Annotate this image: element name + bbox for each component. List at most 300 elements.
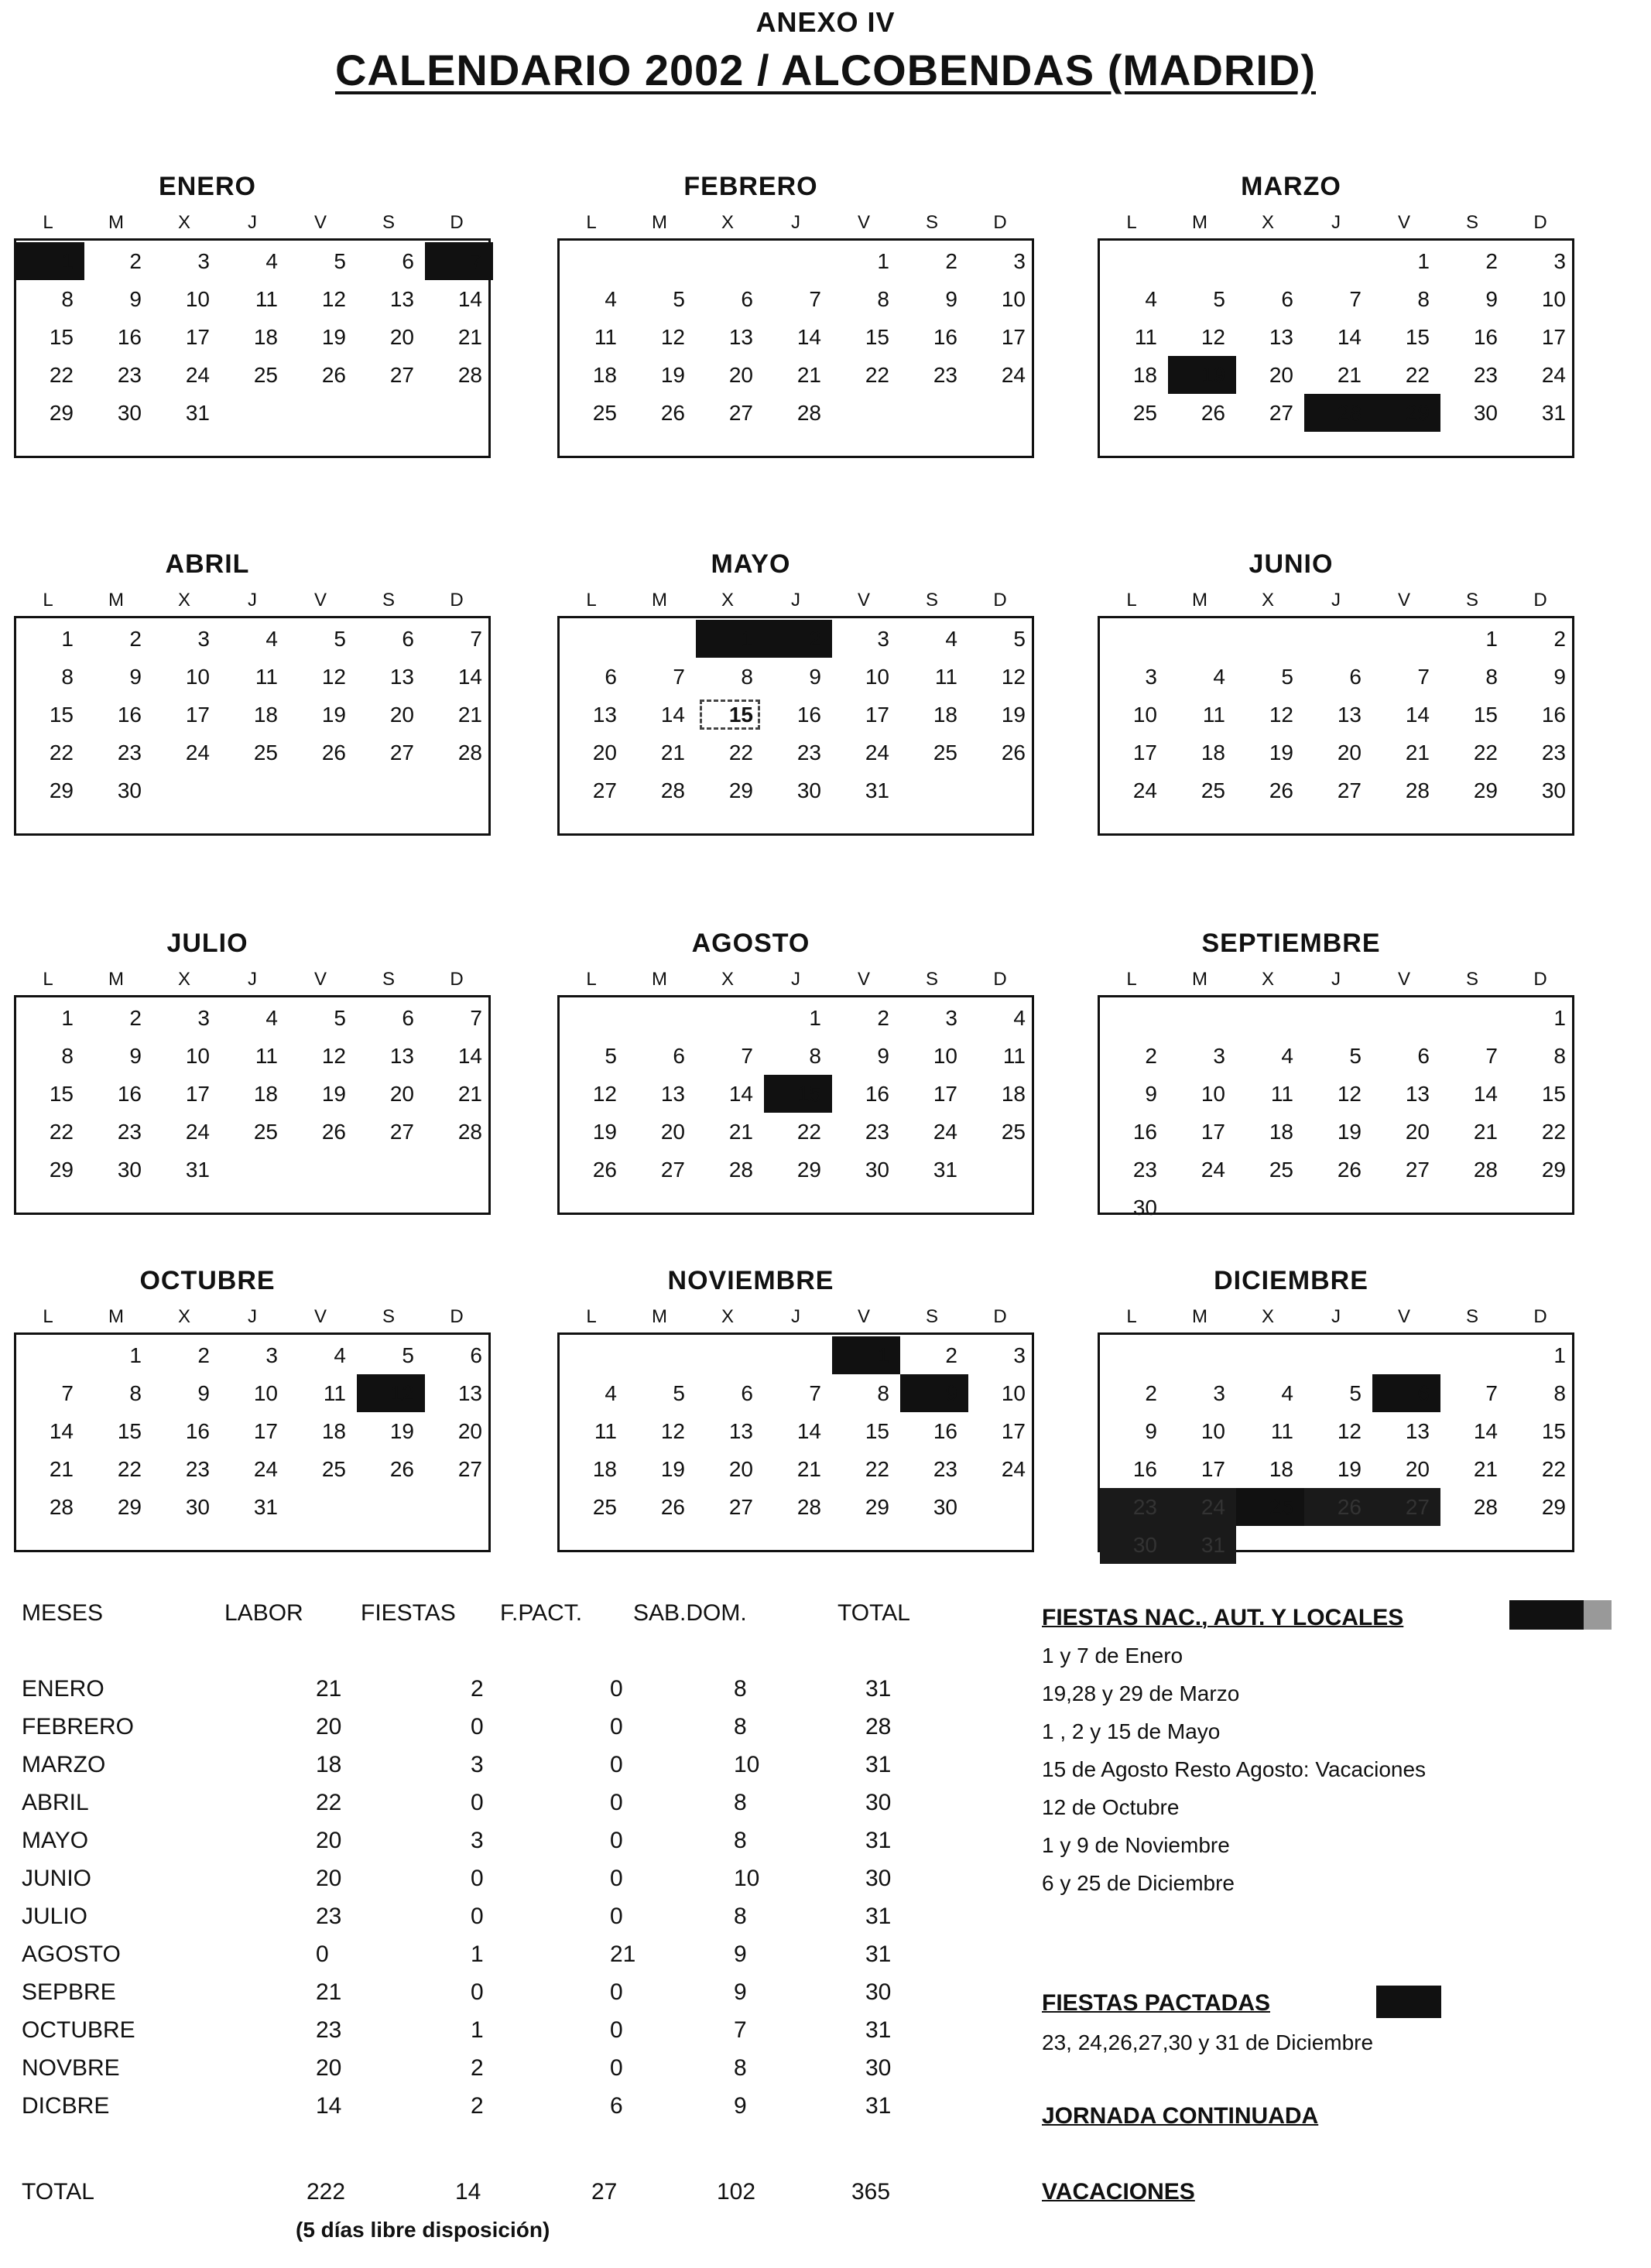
day-cell: 28	[796, 401, 821, 425]
day-cell: 9	[129, 287, 142, 311]
day-cell: 9	[900, 1374, 968, 1412]
day-cell: 26	[660, 401, 685, 425]
weekday-label: J	[791, 590, 800, 611]
day-cell: 16	[117, 703, 142, 727]
day-cell: 25	[1201, 778, 1225, 802]
month-grid	[557, 1332, 1034, 1552]
day-cell: 29	[1541, 1158, 1566, 1182]
weekday-label: X	[1261, 969, 1274, 990]
day-cell: 4	[945, 627, 957, 651]
day-cell: 29	[1372, 394, 1440, 432]
day-cell: 15	[1473, 703, 1498, 727]
weekday-label: J	[791, 1306, 800, 1327]
day-cell: 16	[865, 1082, 889, 1106]
day-cell: 6	[1349, 665, 1362, 689]
day-cell: 7	[809, 287, 821, 311]
day-cell: 25	[253, 741, 278, 765]
day-cell: 11	[255, 287, 278, 311]
day-cell: 27	[389, 1120, 414, 1144]
day-cell: 28	[457, 741, 482, 765]
weekday-header	[1098, 590, 1577, 614]
stat-value: 0	[610, 1904, 623, 1929]
day-cell: 1	[61, 627, 74, 651]
stat-value: 8	[734, 1904, 747, 1929]
day-cell: 6	[1281, 287, 1293, 311]
day-cell: 13	[728, 1419, 753, 1443]
weekday-label: D	[450, 969, 464, 990]
day-cell: 26	[389, 1457, 414, 1481]
weekday-label: X	[721, 969, 734, 990]
day-cell: 14	[49, 1419, 74, 1443]
day-cell: 28	[457, 363, 482, 387]
day-cell: 26	[321, 741, 346, 765]
day-cell: 13	[389, 665, 414, 689]
stat-value: 2	[471, 2093, 484, 2119]
stat-value: 10	[734, 1866, 760, 1891]
day-cell: 27	[592, 778, 617, 802]
vacaciones-title: VACACIONES	[1042, 2179, 1195, 2205]
day-cell: 29	[49, 401, 74, 425]
day-cell: 9	[1145, 1082, 1157, 1106]
day-cell: 17	[185, 703, 210, 727]
weekday-label: S	[1465, 1306, 1478, 1327]
weekday-header	[14, 1306, 494, 1331]
day-cell: 15	[865, 1419, 889, 1443]
stat-value: 9	[734, 2093, 747, 2119]
day-cell: 25	[592, 401, 617, 425]
stat-value: 23	[316, 2017, 342, 2043]
day-cell: 5	[1349, 1381, 1362, 1405]
stat-value: 3	[471, 1828, 484, 1853]
day-cell: 25	[1001, 1120, 1026, 1144]
day-cell: 12	[1337, 1419, 1362, 1443]
day-cell: 3	[945, 1006, 957, 1030]
fiesta-line: 1 y 9 de Noviembre	[1042, 1833, 1230, 1857]
day-cell: 4	[1281, 1381, 1293, 1405]
weekday-label: D	[993, 590, 1007, 611]
day-cell: 27	[1372, 1488, 1440, 1526]
weekday-label: V	[313, 212, 327, 233]
pactadas-swatch	[1376, 1986, 1441, 2018]
day-cell: 17	[253, 1419, 278, 1443]
month-grid	[14, 238, 491, 458]
day-cell: 1	[16, 242, 84, 280]
day-cell: 24	[1132, 778, 1157, 802]
day-cell: 24	[933, 1120, 957, 1144]
weekday-label: L	[1126, 1306, 1137, 1327]
day-cell: 12	[660, 1419, 685, 1443]
day-cell: 13	[592, 703, 617, 727]
day-cell: 26	[1201, 401, 1225, 425]
day-cell: 18	[1269, 1457, 1293, 1481]
day-cell: 1	[809, 1006, 821, 1030]
weekday-label: V	[857, 1306, 870, 1327]
day-cell: 22	[49, 363, 74, 387]
day-cell: 9	[809, 665, 821, 689]
fiesta-line: 1 y 7 de Enero	[1042, 1644, 1183, 1668]
weekday-label: V	[857, 969, 870, 990]
day-cell: 3	[197, 627, 210, 651]
month-grid	[557, 238, 1034, 458]
day-cell: 29	[865, 1495, 889, 1519]
day-cell: 22	[865, 1457, 889, 1481]
day-cell: 19	[1001, 703, 1026, 727]
day-cell: 15	[865, 325, 889, 349]
day-cell: 5	[1013, 627, 1026, 651]
day-cell: 20	[1269, 363, 1293, 387]
day-cell: 24	[1541, 363, 1566, 387]
day-cell: 16	[796, 703, 821, 727]
weekday-label: X	[177, 969, 190, 990]
stat-value: 9	[734, 1941, 747, 1967]
day-cell: 1	[1485, 627, 1498, 651]
day-cell: 6	[402, 249, 414, 273]
day-cell: 24	[1168, 1488, 1236, 1526]
weekday-header	[1098, 969, 1577, 994]
pactadas-line: 23, 24,26,27,30 y 31 de Diciembre	[1042, 2030, 1374, 2054]
day-cell: 24	[185, 741, 210, 765]
day-cell: 19	[1269, 741, 1293, 765]
day-cell: 5	[334, 627, 346, 651]
day-cell: 24	[253, 1457, 278, 1481]
day-cell: 14	[1473, 1419, 1498, 1443]
stat-value: 28	[865, 1714, 892, 1739]
day-cell: 2	[129, 249, 142, 273]
day-cell: 8	[877, 287, 889, 311]
month-label: AGOSTO	[22, 1941, 121, 1967]
stat-value: 14	[316, 2093, 342, 2119]
month-label: ENERO	[22, 1676, 104, 1702]
weekday-label: L	[43, 969, 53, 990]
day-cell: 14	[457, 1044, 482, 1068]
day-cell: 11	[594, 1419, 617, 1443]
day-cell: 20	[389, 1082, 414, 1106]
day-cell: 19	[1337, 1120, 1362, 1144]
day-cell: 17	[1001, 1419, 1026, 1443]
total-fpact: 27	[591, 2179, 618, 2205]
day-cell: 14	[457, 665, 482, 689]
total-sabdom: 102	[717, 2179, 756, 2205]
day-cell: 7	[1485, 1044, 1498, 1068]
day-cell: 21	[457, 325, 482, 349]
day-cell: 7	[61, 1381, 74, 1405]
weekday-header	[14, 212, 494, 237]
total-labor: 222	[307, 2179, 346, 2205]
weekday-label: J	[1331, 212, 1341, 233]
weekday-label: J	[1331, 590, 1341, 611]
day-cell: 19	[660, 363, 685, 387]
pactadas-title: FIESTAS PACTADAS	[1042, 1990, 1271, 2016]
day-cell: 21	[1337, 363, 1362, 387]
day-cell: 13	[1269, 325, 1293, 349]
day-cell: 7	[741, 1044, 753, 1068]
weekday-label: M	[1192, 1306, 1207, 1327]
weekday-label: M	[108, 1306, 124, 1327]
day-cell: 12	[1337, 1082, 1362, 1106]
day-cell: 12	[592, 1082, 617, 1106]
day-cell: 18	[592, 1457, 617, 1481]
day-cell: 5	[402, 1343, 414, 1367]
weekday-label: V	[313, 969, 327, 990]
day-cell: 4	[265, 627, 278, 651]
weekday-label: S	[925, 212, 938, 233]
day-cell: 5	[1281, 665, 1293, 689]
day-cell: 31	[865, 778, 889, 802]
day-cell: 29	[796, 1158, 821, 1182]
day-cell: 17	[1201, 1457, 1225, 1481]
day-cell: 10	[933, 1044, 957, 1068]
weekday-header	[557, 969, 1037, 994]
day-cell: 26	[1269, 778, 1293, 802]
day-cell: 18	[1201, 741, 1225, 765]
day-cell: 27	[660, 1158, 685, 1182]
day-cell: 27	[1337, 778, 1362, 802]
header-total: TOTAL	[837, 1600, 910, 1626]
stat-value: 23	[316, 1904, 342, 1929]
weekday-label: M	[652, 590, 667, 611]
stat-value: 8	[734, 1676, 747, 1702]
day-cell: 20	[457, 1419, 482, 1443]
stat-value: 30	[865, 2055, 892, 2081]
day-cell: 10	[865, 665, 889, 689]
day-cell: 28	[1473, 1158, 1498, 1182]
weekday-label: D	[1533, 212, 1547, 233]
weekday-label: M	[1192, 590, 1207, 611]
weekday-label: J	[1331, 1306, 1341, 1327]
day-cell: 21	[728, 1120, 753, 1144]
stat-value: 0	[610, 1714, 623, 1739]
day-cell: 7	[470, 627, 482, 651]
month-name: JULIO	[166, 929, 248, 958]
day-cell: 19	[321, 1082, 346, 1106]
day-cell: 2	[764, 620, 832, 658]
day-cell: 8	[61, 1044, 74, 1068]
weekday-label: L	[1126, 212, 1137, 233]
day-cell: 3	[265, 1343, 278, 1367]
stat-value: 0	[471, 1979, 484, 2005]
day-cell: 18	[1001, 1082, 1026, 1106]
weekday-label: V	[1397, 212, 1410, 233]
month-label: JULIO	[22, 1904, 88, 1929]
day-cell: 20	[728, 363, 753, 387]
day-cell: 23	[796, 741, 821, 765]
day-cell: 4	[265, 249, 278, 273]
day-cell: 29	[728, 778, 753, 802]
day-cell: 26	[660, 1495, 685, 1519]
day-cell: 23	[1100, 1488, 1168, 1526]
stats-row	[22, 1904, 966, 1941]
stat-value: 2	[471, 1676, 484, 1702]
day-cell: 7	[809, 1381, 821, 1405]
day-cell: 23	[865, 1120, 889, 1144]
stat-value: 0	[610, 2055, 623, 2081]
day-cell: 24	[185, 1120, 210, 1144]
month-grid	[1098, 995, 1574, 1220]
day-cell: 15	[1541, 1419, 1566, 1443]
day-cell: 11	[1270, 1082, 1293, 1106]
weekday-label: V	[313, 590, 327, 611]
weekday-label: L	[586, 590, 597, 611]
day-cell: 11	[1002, 1044, 1026, 1068]
day-cell: 3	[1553, 249, 1566, 273]
day-cell: 1	[877, 249, 889, 273]
day-cell: 16	[933, 1419, 957, 1443]
day-cell: 22	[1541, 1457, 1566, 1481]
stat-value: 30	[865, 1866, 892, 1891]
day-cell: 30	[117, 401, 142, 425]
weekday-label: S	[925, 1306, 938, 1327]
day-cell: 16	[933, 325, 957, 349]
weekday-label: V	[1397, 1306, 1410, 1327]
day-cell: 21	[1473, 1457, 1498, 1481]
weekday-label: L	[586, 969, 597, 990]
day-cell: 6	[470, 1343, 482, 1367]
weekday-label: D	[450, 590, 464, 611]
day-cell: 29	[1541, 1495, 1566, 1519]
day-cell: 23	[1132, 1158, 1157, 1182]
day-cell: 22	[117, 1457, 142, 1481]
day-cell: 27	[728, 401, 753, 425]
day-cell: 8	[61, 287, 74, 311]
weekday-label: L	[1126, 590, 1137, 611]
day-cell: 14	[796, 1419, 821, 1443]
jornada-title: JORNADA CONTINUADA	[1042, 2103, 1319, 2129]
day-cell: 31	[253, 1495, 278, 1519]
stat-value: 2	[471, 2055, 484, 2081]
day-cell: 25	[933, 741, 957, 765]
fiestas-title: FIESTAS NAC., AUT. Y LOCALES	[1042, 1605, 1404, 1630]
month-name: MARZO	[1241, 172, 1341, 201]
day-cell: 20	[660, 1120, 685, 1144]
day-cell: 22	[49, 741, 74, 765]
day-cell: 14	[1405, 703, 1430, 727]
header-labor: LABOR	[224, 1600, 303, 1626]
day-cell: 29	[49, 1158, 74, 1182]
day-cell: 2	[197, 1343, 210, 1367]
day-cell: 14	[1473, 1082, 1498, 1106]
day-cell: 22	[1405, 363, 1430, 387]
stat-value: 31	[865, 2017, 892, 2043]
day-cell: 12	[357, 1374, 425, 1412]
day-cell: 9	[1485, 287, 1498, 311]
day-cell: 30	[1541, 778, 1566, 802]
day-cell: 23	[933, 1457, 957, 1481]
day-cell: 31	[185, 401, 210, 425]
fiesta-line: 15 de Agosto Resto Agosto: Vacaciones	[1042, 1757, 1427, 1781]
day-cell: 19	[660, 1457, 685, 1481]
day-cell: 2	[129, 1006, 142, 1030]
stat-value: 10	[734, 1752, 760, 1777]
month-name: AGOSTO	[691, 929, 810, 958]
day-cell: 20	[1405, 1457, 1430, 1481]
weekday-label: J	[248, 1306, 257, 1327]
weekday-label: L	[586, 1306, 597, 1327]
day-cell: 23	[117, 363, 142, 387]
month-grid	[1098, 616, 1574, 836]
stat-value: 31	[865, 1676, 892, 1702]
day-cell: 23	[117, 1120, 142, 1144]
month-label: DICBRE	[22, 2093, 110, 2119]
day-cell: 26	[1001, 741, 1026, 765]
day-cell: 17	[1132, 741, 1157, 765]
weekday-label: M	[1192, 969, 1207, 990]
day-cell: 16	[1132, 1457, 1157, 1481]
day-cell: 14	[728, 1082, 753, 1106]
weekday-label: D	[1533, 590, 1547, 611]
day-cell: 26	[592, 1158, 617, 1182]
header-fpact: F.PACT.	[500, 1600, 583, 1626]
stat-value: 7	[734, 2017, 747, 2043]
fiesta-line: 1 , 2 y 15 de Mayo	[1042, 1719, 1221, 1743]
stat-value: 30	[865, 1790, 892, 1815]
day-cell: 7	[470, 1006, 482, 1030]
weekday-label: S	[382, 969, 395, 990]
day-cell: 13	[1405, 1082, 1430, 1106]
day-cell: 12	[321, 1044, 346, 1068]
day-cell: 8	[809, 1044, 821, 1068]
day-cell: 21	[457, 703, 482, 727]
day-cell: 11	[323, 1381, 346, 1405]
day-cell: 2	[1145, 1044, 1157, 1068]
stat-value: 20	[316, 1828, 342, 1853]
day-cell: 25	[253, 363, 278, 387]
weekday-label: M	[1192, 212, 1207, 233]
stat-value: 8	[734, 1790, 747, 1815]
day-cell: 11	[594, 325, 617, 349]
day-cell: 8	[61, 665, 74, 689]
weekday-label: S	[1465, 590, 1478, 611]
weekday-label: M	[108, 212, 124, 233]
day-cell: 27	[728, 1495, 753, 1519]
day-cell: 2	[129, 627, 142, 651]
day-cell: 23	[117, 741, 142, 765]
stats-row	[22, 1790, 966, 1828]
day-cell: 31	[1168, 1526, 1236, 1564]
day-cell: 17	[1001, 325, 1026, 349]
day-cell: 27	[389, 741, 414, 765]
stat-value: 8	[734, 1714, 747, 1739]
weekday-label: S	[925, 590, 938, 611]
day-cell: 3	[877, 627, 889, 651]
month-grid	[14, 995, 491, 1215]
day-cell: 2	[945, 249, 957, 273]
weekday-label: M	[652, 1306, 667, 1327]
day-cell: 30	[185, 1495, 210, 1519]
day-cell: 4	[1145, 287, 1157, 311]
day-cell: 30	[933, 1495, 957, 1519]
day-cell: 11	[934, 665, 957, 689]
day-cell: 6	[605, 665, 617, 689]
stat-value: 0	[471, 1904, 484, 1929]
day-cell: 28	[1304, 394, 1372, 432]
day-cell: 8	[1417, 287, 1430, 311]
day-cell: 20	[1405, 1120, 1430, 1144]
day-cell: 10	[1201, 1419, 1225, 1443]
stat-value: 0	[610, 1676, 623, 1702]
day-cell: 8	[129, 1381, 142, 1405]
stat-value: 0	[471, 1790, 484, 1815]
fiesta-line: 6 y 25 de Diciembre	[1042, 1871, 1235, 1895]
day-cell: 6	[1372, 1374, 1440, 1412]
weekday-label: J	[248, 212, 257, 233]
month-label: MAYO	[22, 1828, 89, 1853]
stat-value: 20	[316, 2055, 342, 2081]
day-cell: 26	[321, 1120, 346, 1144]
day-cell: 16	[1473, 325, 1498, 349]
weekday-label: S	[382, 212, 395, 233]
stats-row	[22, 2017, 966, 2055]
day-cell: 1	[1553, 1006, 1566, 1030]
